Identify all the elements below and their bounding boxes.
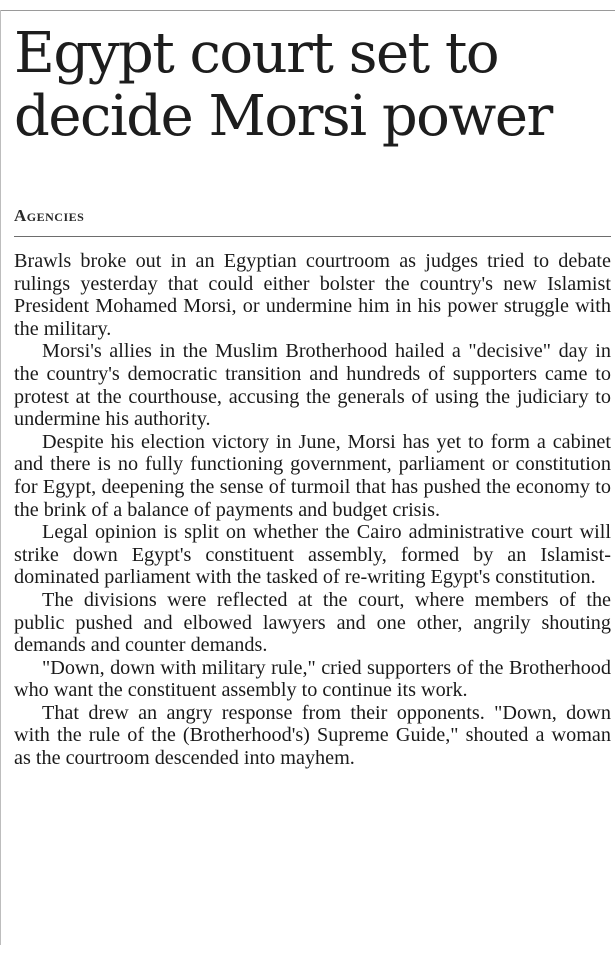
paragraph: Legal opinion is split on whether the Cairo administrative court will strike down Egypt's constituent assembly, formed by an Islamist-dominated parliament with the tasked of re-writing Egypt's constitution.	[14, 521, 611, 589]
paragraph: Brawls broke out in an Egyptian courtroom as judges tried to debate rulings yesterday that could either bolster the country's new Islamist President Mohamed Morsi, or undermine him in his power struggle with the military.	[14, 250, 611, 340]
paragraph: That drew an angry response from their opponents. "Down, down with the rule of the (Brotherhood's) Supreme Guide," shouted a woman as the courtroom descended into mayhem.	[14, 701, 611, 770]
top-border-rule	[0, 10, 615, 11]
paragraph: "Down, down with military rule," cried supporters of the Brotherhood who want the constituent assembly to continue its work.	[14, 656, 611, 702]
paragraph: Morsi's allies in the Muslim Brotherhood hailed a "decisive" day in the country's democratic transition and hundreds of supporters came to protest at the courthouse, accusing the generals of using the judiciary to undermine his authority.	[14, 340, 611, 431]
byline-rule	[14, 236, 611, 237]
left-border-rule	[0, 10, 1, 945]
paragraph: Despite his election victory in June, Morsi has yet to form a cabinet and there is no fully functioning government, parliament or constitution for Egypt, deepening the sense of turmoil that has pushed the economy to the brink of a balance of payments and budget crisis.	[14, 430, 611, 521]
paragraph: The divisions were reflected at the court, where members of the public pushed and elbowed lawyers and one other, angrily shouting demands and counter demands.	[14, 588, 611, 657]
byline: Agencies	[14, 206, 85, 225]
article-body	[14, 250, 611, 770]
headline: Egypt court set to decide Morsi power	[14, 21, 552, 149]
